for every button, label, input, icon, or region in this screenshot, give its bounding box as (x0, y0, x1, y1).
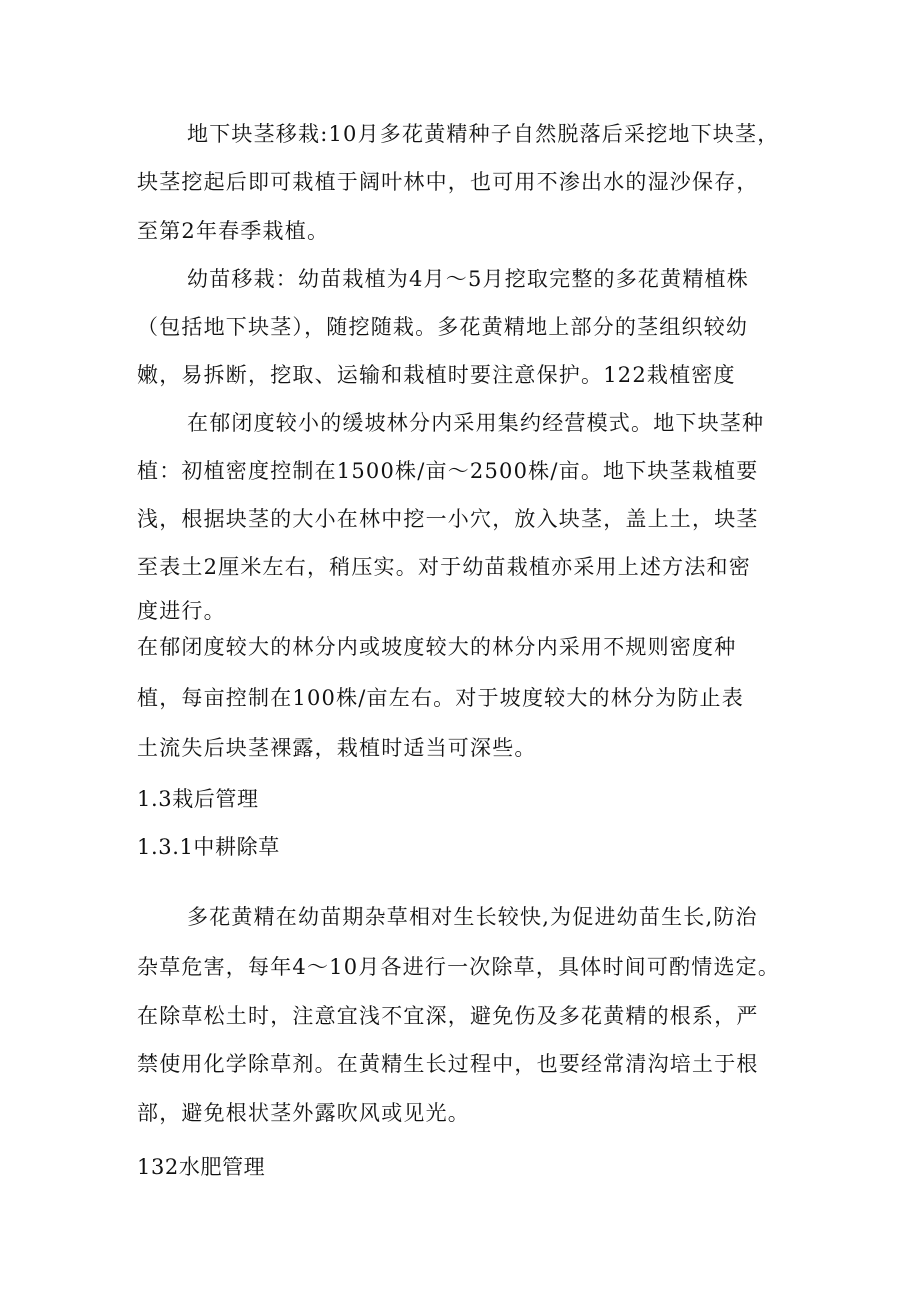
section-heading-1-3: 1.3栽后管理 (137, 787, 259, 811)
text-line-14: 土流失后块茎裸露，栽植时适当可深些。 (137, 736, 537, 760)
text-line-7: 在郁闭度较小的缓坡林分内采用集约经营模式。地下块茎种 (187, 411, 765, 435)
text-line-21: 部，避免根状茎外露吹风或见光。 (137, 1101, 470, 1125)
text-line-4: 幼苗移栽：幼苗栽植为4月～5月挖取完整的多花黄精植株 (187, 267, 749, 291)
text-line-5: （包括地下块茎），随挖随栽。多花黄精地上部分的茎组织较幼 (137, 315, 749, 339)
text-line-18: 杂草危害，每年4～10月各进行一次除草，具体时间可酌情选定。 (137, 955, 781, 979)
text-line-6: 嫩，易拆断，挖取、运输和栽植时要注意保护。122栽植密度 (137, 363, 736, 387)
text-line-9: 浅，根据块茎的大小在林中挖一小穴，放入块茎，盖上土，块茎 (137, 507, 759, 531)
text-line-3: 至第2年春季栽植。 (137, 219, 330, 243)
text-line-10: 至表土2厘米左右，稍压实。对于幼苗栽植亦采用上述方法和密 (137, 555, 751, 579)
text-line-19: 在除草松土时，注意宜浅不宜深，避免伤及多花黄精的根系，严 (137, 1004, 759, 1028)
text-line-13: 植，每亩控制在100株/亩左右。对于坡度较大的林分为防止表 (137, 686, 744, 710)
section-heading-1-3-2: 132水肥管理 (137, 1155, 266, 1179)
text-line-12: 在郁闭度较大的林分内或坡度较大的林分内采用不规则密度种 (137, 635, 737, 659)
text-line-17: 多花黄精在幼苗期杂草相对生长较快,为促进幼苗生长,防治 (187, 905, 758, 929)
text-line-2: 块茎挖起后即可栽植于阔叶林中，也可用不渗出水的湿沙保存， (137, 170, 759, 194)
text-line-20: 禁使用化学除草剂。在黄精生长过程中，也要经常清沟培土于根 (137, 1052, 759, 1076)
text-line-8: 植：初植密度控制在1500株/亩～2500株/亩。地下块茎栽植要 (137, 459, 759, 483)
text-line-1: 地下块茎移栽:10月多花黄精种子自然脱落后采挖地下块茎， (187, 122, 780, 146)
section-heading-1-3-1: 1.3.1中耕除草 (137, 835, 280, 859)
text-line-11: 度进行。 (137, 599, 226, 623)
